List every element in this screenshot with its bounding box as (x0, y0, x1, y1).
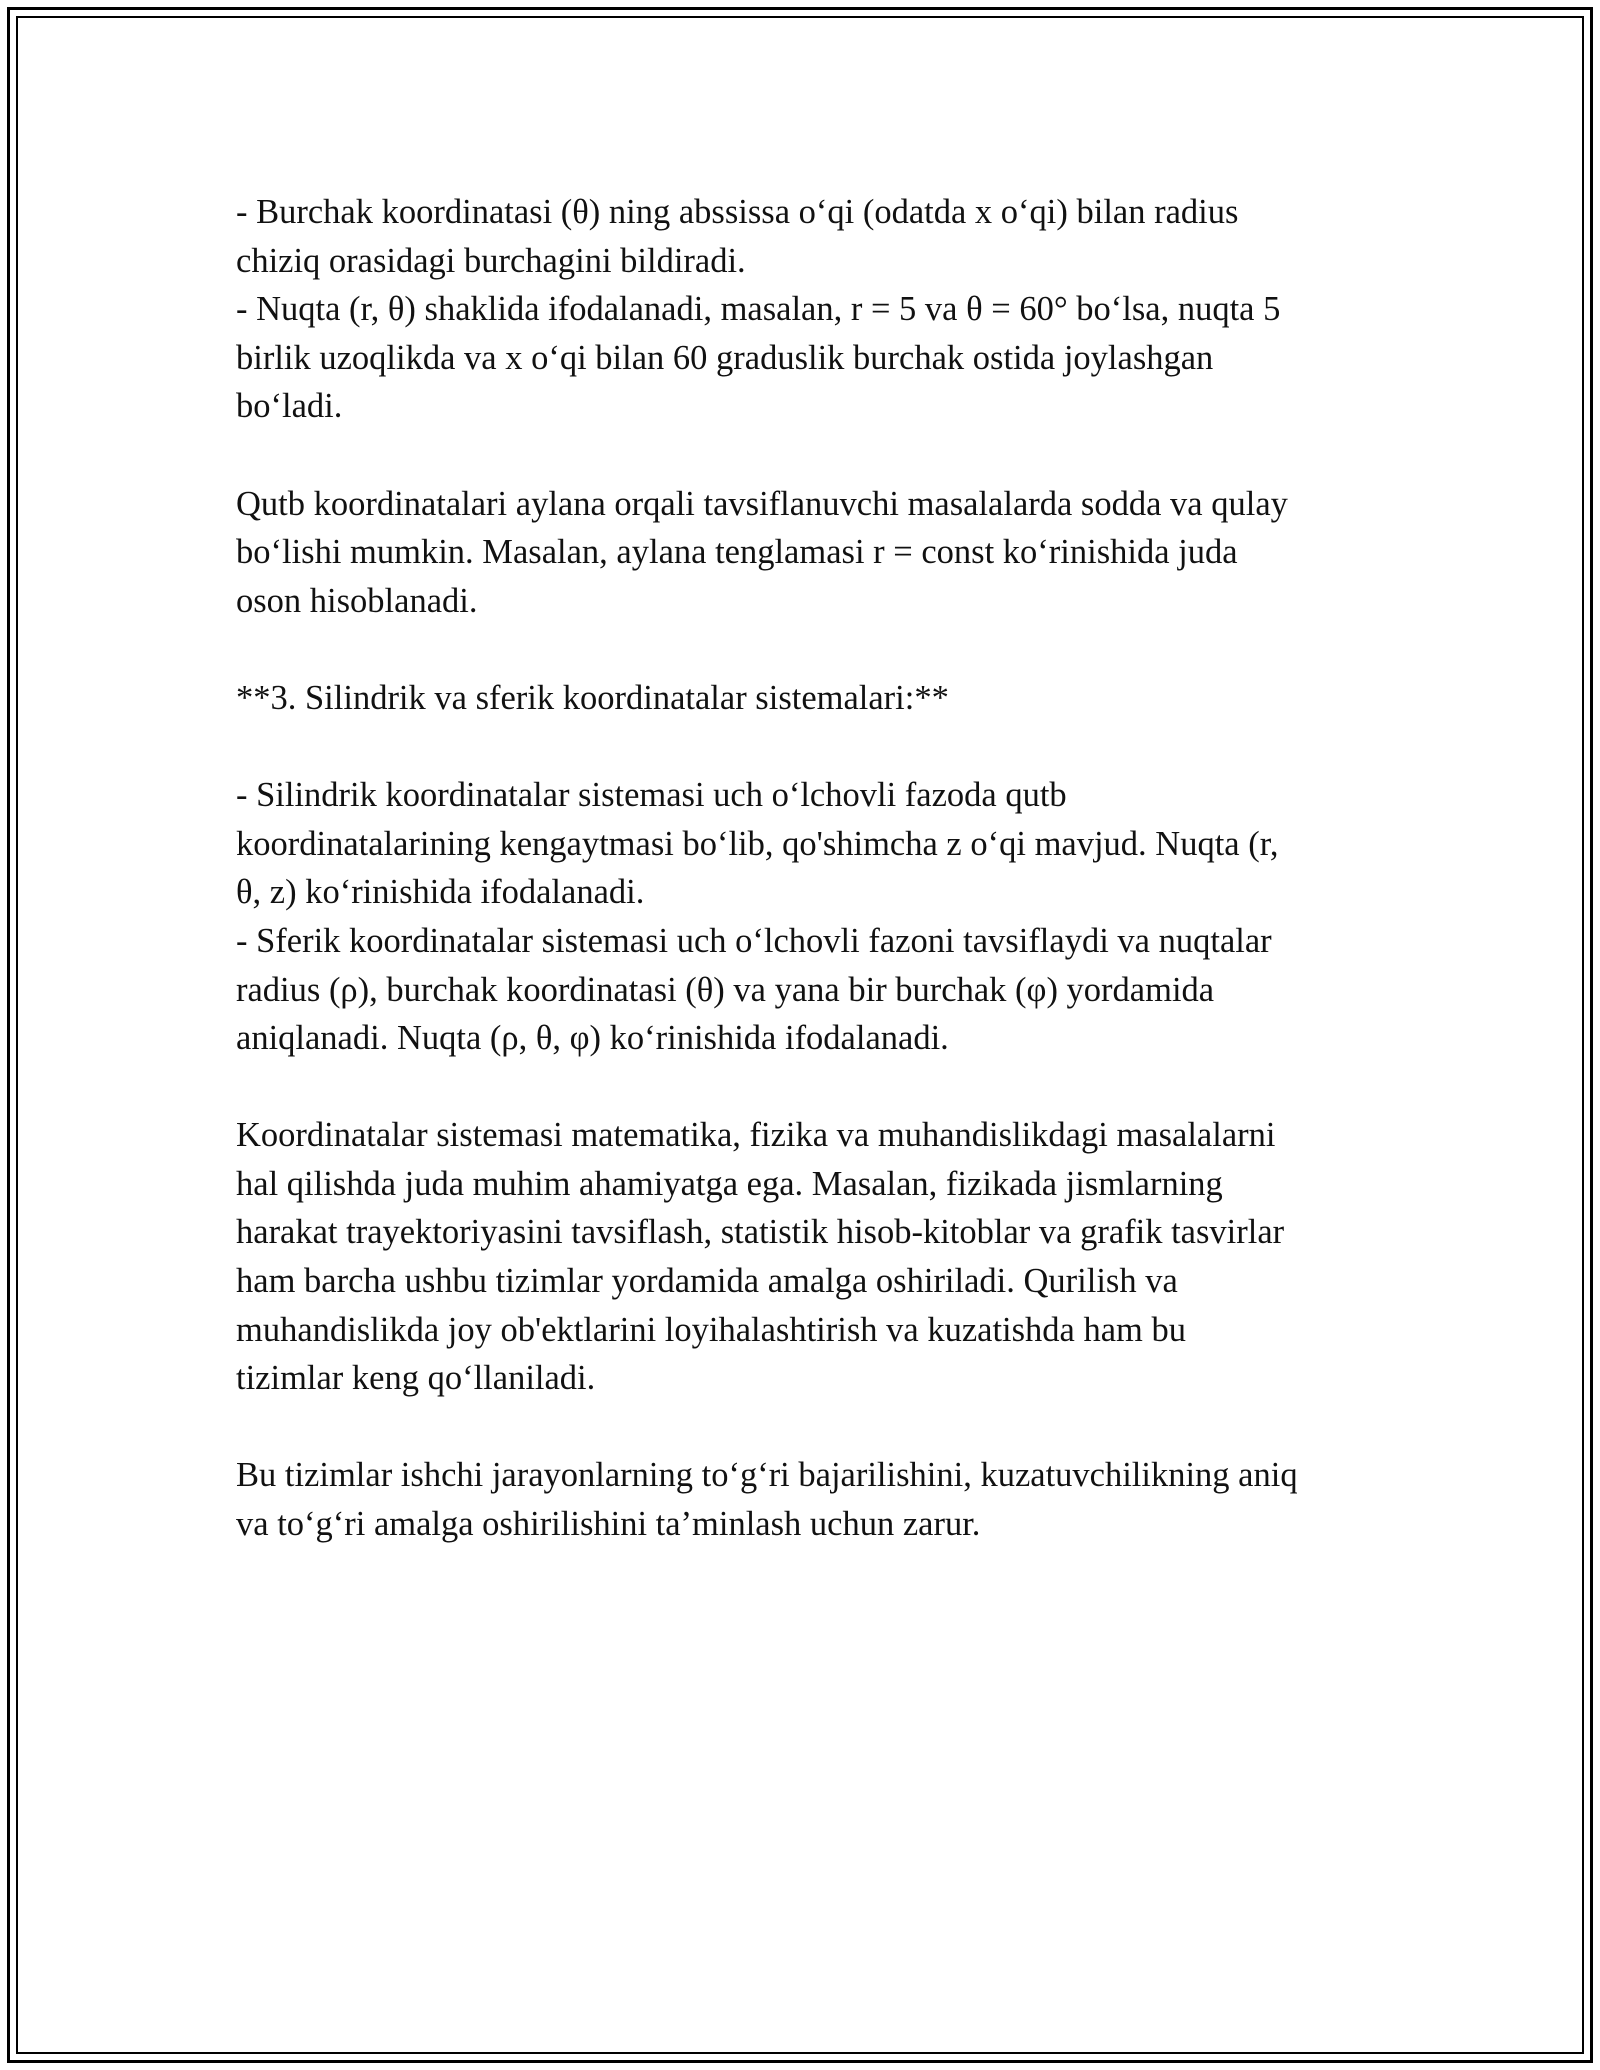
paragraph-gap (236, 625, 1386, 674)
text-line: Qutb koordinatalari aylana orqali tavsiflanuvchi masalalarda sodda va qulay (236, 484, 1288, 523)
bullet-point-notation (236, 285, 1386, 431)
text-line: birlik uzoqlikda va x o‘qi bilan 60 graduslik burchak ostida joylashgan (236, 338, 1214, 377)
text-line: hal qilishda juda muhim ahamiyatga ega. Masalan, fizikada jismlarning (236, 1164, 1223, 1203)
text-line: bo‘lishi mumkin. Masalan, aylana tenglamasi r = const ko‘rinishida juda (236, 533, 1238, 572)
text-line: aniqlanadi. Nuqta (ρ, θ, φ) ko‘rinishida ifodalanadi. (236, 1019, 949, 1058)
text-line: chiziq orasidagi burchagini bildiradi. (236, 241, 746, 280)
text-line: koordinatalarining kengaytmasi bo‘lib, qo'shimcha z o‘qi mavjud. Nuqta (r, (236, 824, 1279, 863)
polar-circle-paragraph (236, 480, 1386, 626)
conclusion-paragraph (236, 1451, 1386, 1548)
text-line: oson hisoblanadi. (236, 581, 478, 620)
paragraph-gap (236, 1063, 1386, 1112)
text-line: θ, z) ko‘rinishida ifodalanadi. (236, 873, 645, 912)
section-heading (236, 674, 1386, 723)
text-line: harakat trayektoriyasini tavsiflash, statistik hisob-kitoblar va grafik tasvirlar (236, 1213, 1285, 1252)
bullet-theta-definition (236, 188, 1386, 285)
bullet-cylindrical (236, 771, 1386, 917)
text-line: bo‘ladi. (236, 387, 343, 426)
text-line: Koordinatalar sistemasi matematika, fizika va muhandislikdagi masalalarni (236, 1116, 1276, 1155)
document-body (236, 188, 1386, 1549)
paragraph-gap (236, 431, 1386, 480)
text-line: **3. Silindrik va sferik koordinatalar sistemalari:** (236, 678, 949, 717)
text-line: - Nuqta (r, θ) shaklida ifodalanadi, masalan, r = 5 va θ = 60° bo‘lsa, nuqta 5 (236, 290, 1281, 329)
text-line: tizimlar keng qo‘llaniladi. (236, 1359, 596, 1398)
text-line: va to‘g‘ri amalga oshirilishini ta’minlash uchun zarur. (236, 1505, 981, 1544)
text-line: - Burchak koordinatasi (θ) ning abssissa o‘qi (odatda x o‘qi) bilan radius (236, 193, 1239, 231)
paragraph-gap (236, 1403, 1386, 1452)
text-line: Bu tizimlar ishchi jarayonlarning to‘g‘ri bajarilishini, kuzatuvchilikning aniq (236, 1456, 1298, 1495)
text-line: - Silindrik koordinatalar sistemasi uch o‘lchovli fazoda qutb (236, 776, 1067, 815)
text-line: radius (ρ), burchak koordinatasi (θ) va yana bir burchak (φ) yordamida (236, 970, 1215, 1009)
text-line: ham barcha ushbu tizimlar yordamida amalga oshiriladi. Qurilish va (236, 1262, 1178, 1301)
text-line: muhandislikda joy ob'ektlarini loyihalashtirish va kuzatishda ham bu (236, 1310, 1186, 1349)
text-line: - Sferik koordinatalar sistemasi uch o‘lchovli fazoni tavsiflaydi va nuqtalar (236, 921, 1272, 960)
applications-paragraph (236, 1111, 1386, 1403)
bullet-spherical (236, 917, 1386, 1063)
paragraph-gap (236, 723, 1386, 772)
